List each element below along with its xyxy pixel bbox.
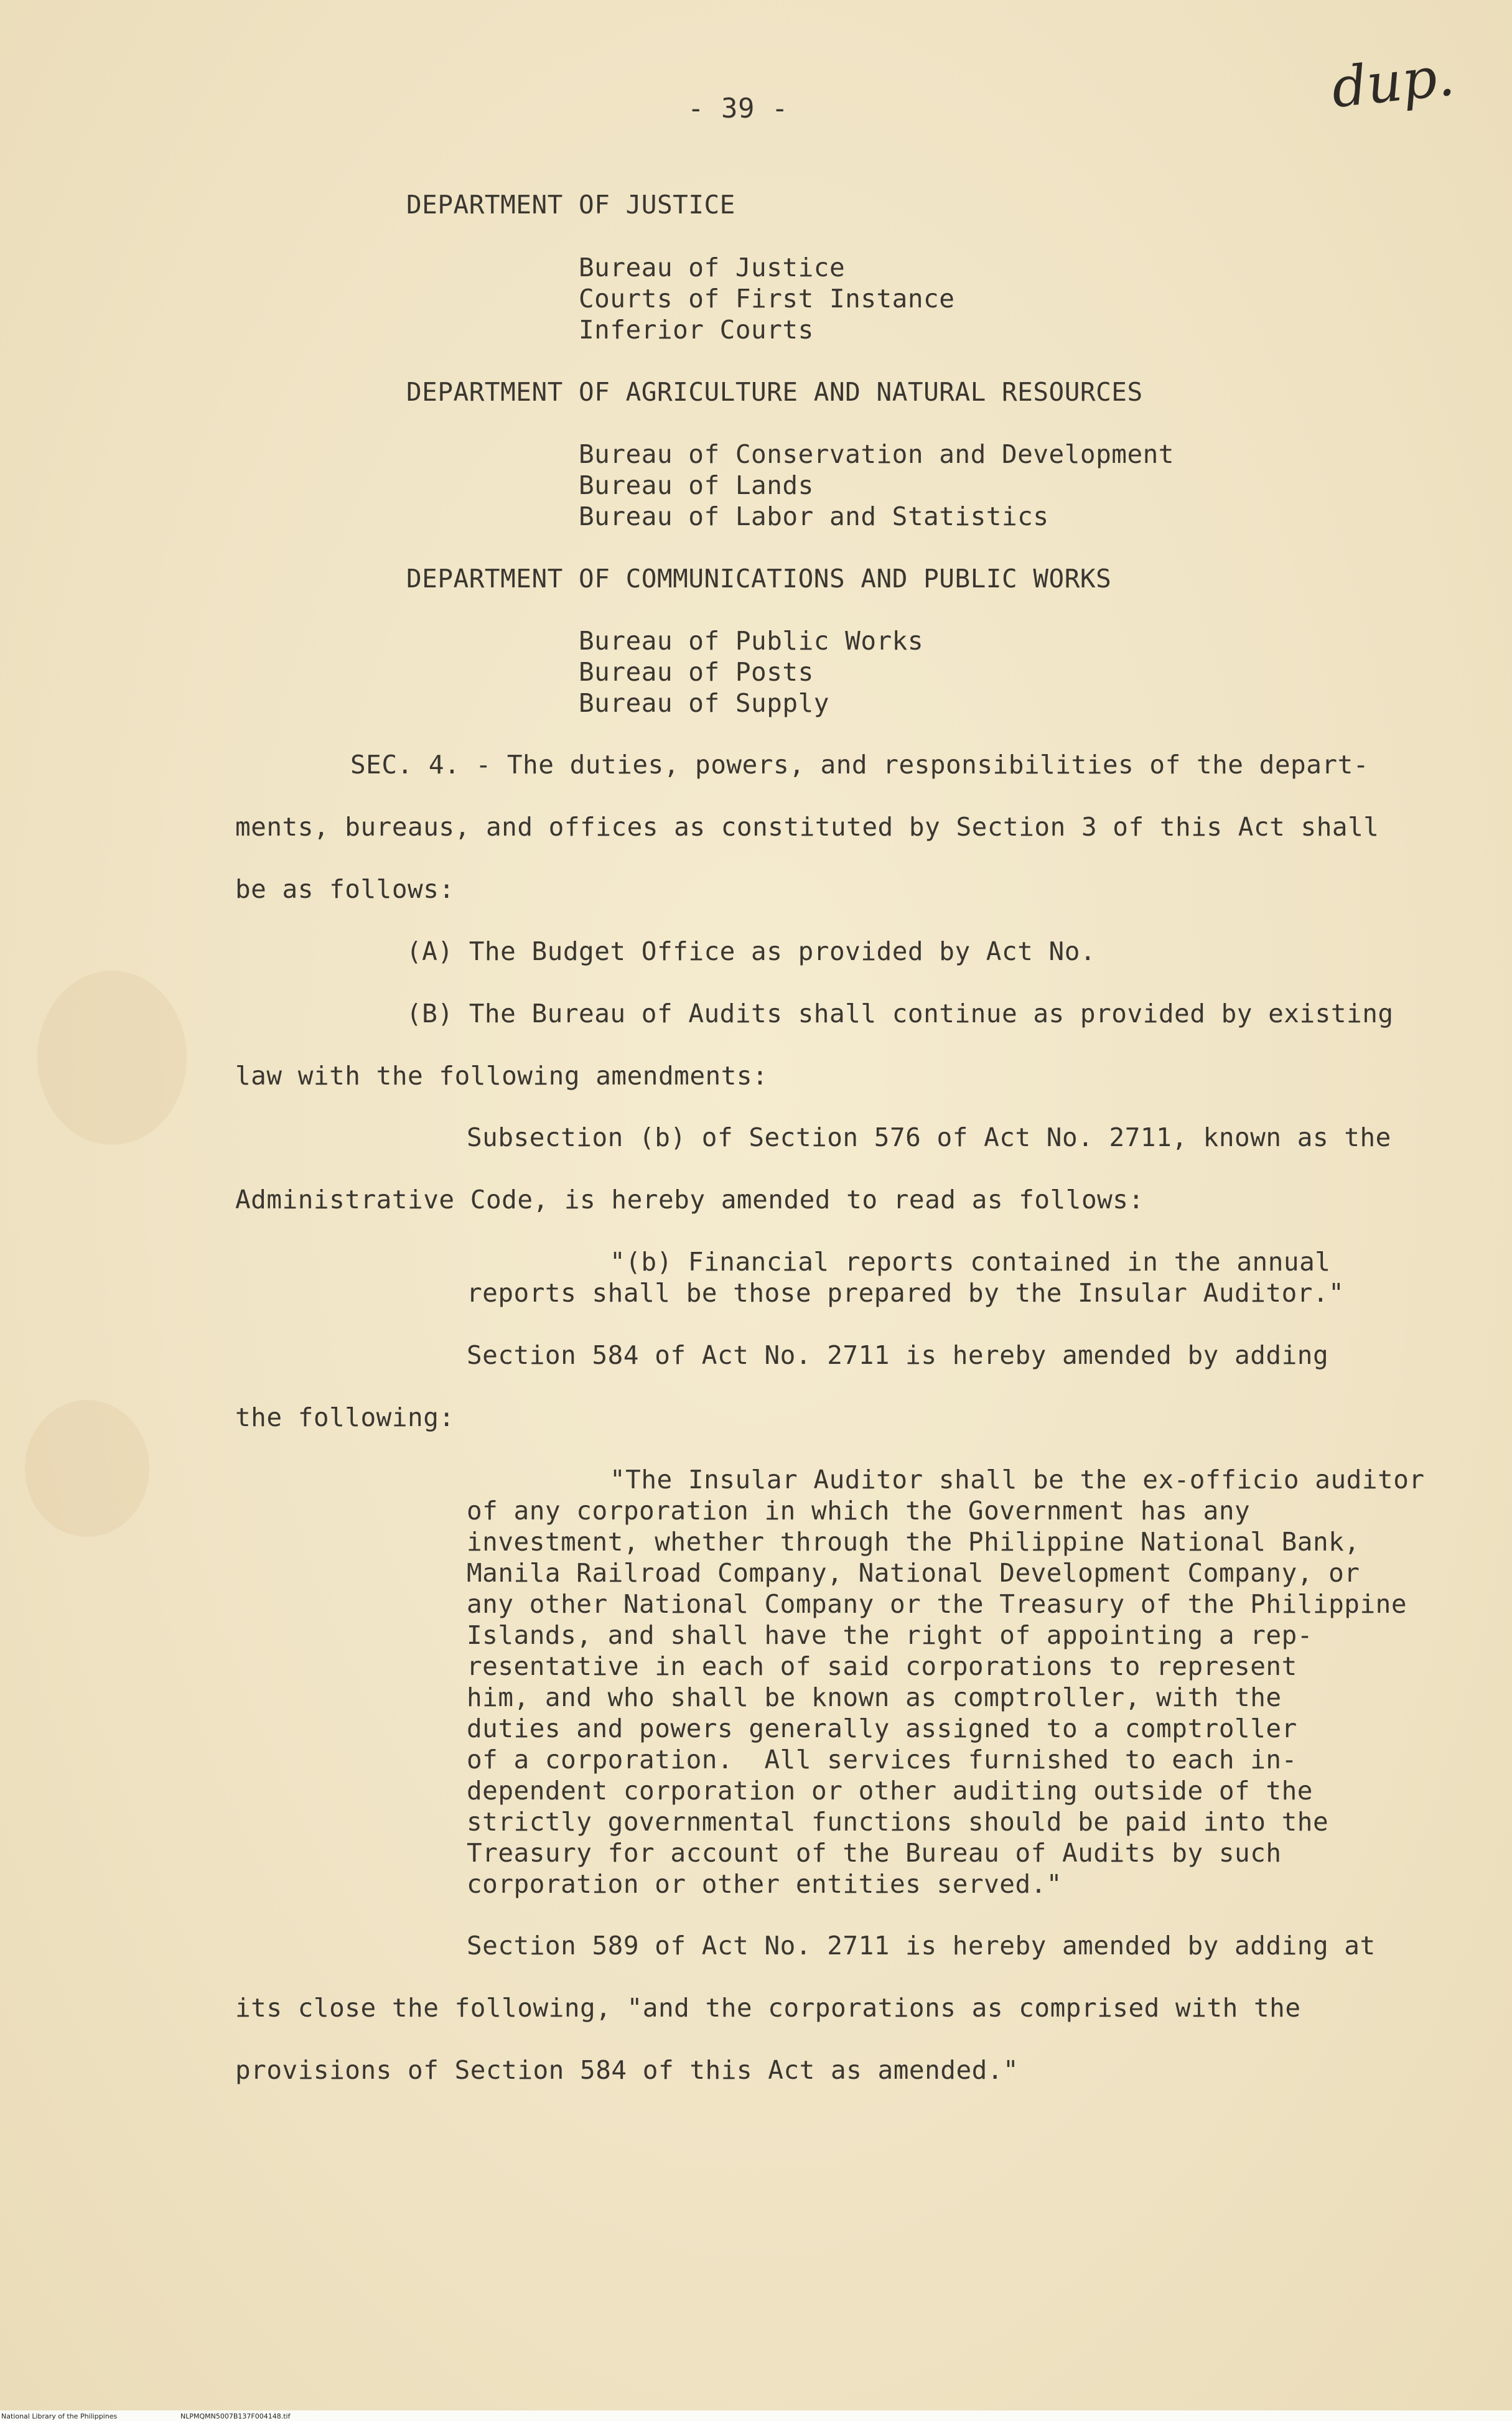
bureau-line: Bureau of Supply [579, 688, 829, 718]
bureau-line: Courts of First Instance [579, 284, 955, 314]
auditor-quote-line: of any corporation in which the Government has any [467, 1496, 1251, 1526]
subsection-line: Subsection (b) of Section 576 of Act No. 2711, known as the [467, 1122, 1391, 1152]
section584-line: the following: [235, 1402, 455, 1432]
section589-line: Section 589 of Act No. 2711 is hereby amended by adding at [467, 1931, 1376, 1961]
auditor-quote-line: resentative in each of said corporations to represent [467, 1651, 1297, 1681]
bureau-line: Bureau of Posts [579, 657, 814, 687]
bureau-line: Bureau of Justice [579, 253, 846, 282]
bureau-line: Bureau of Public Works [579, 626, 924, 656]
auditor-quote-line: strictly governmental functions should be paid into the [467, 1807, 1329, 1837]
sec4-line: be as follows: [235, 874, 455, 904]
auditor-quote-line: corporation or other entities served." [467, 1869, 1062, 1899]
bureau-line: Inferior Courts [579, 315, 814, 345]
auditor-quote-line: Islands, and shall have the right of appointing a rep- [467, 1620, 1313, 1650]
section584-line: Section 584 of Act No. 2711 is hereby amended by adding [467, 1340, 1329, 1370]
footer-filename: NLPMQMN5007B137F004148.tif [180, 2412, 291, 2420]
auditor-quote-line: dependent corporation or other auditing outside of the [467, 1776, 1313, 1806]
bureau-line: Bureau of Lands [579, 470, 814, 500]
subsection-line: Administrative Code, is hereby amended to read as follows: [235, 1185, 1144, 1215]
auditor-quote-line: "The Insular Auditor shall be the ex-officio auditor [610, 1465, 1425, 1495]
auditor-quote-line: Treasury for account of the Bureau of Audits by such [467, 1838, 1282, 1868]
auditor-quote-line: of a corporation. All services furnished to each in- [467, 1745, 1297, 1775]
sec4-line: ments, bureaus, and offices as constituted by Section 3 of this Act shall [235, 812, 1379, 842]
item-b-line: law with the following amendments: [235, 1061, 768, 1091]
page-number: - 39 - [688, 93, 788, 124]
section589-line: its close the following, "and the corporations as comprised with the [235, 1993, 1301, 2023]
item-b-line: (B) The Bureau of Audits shall continue as provided by existing [406, 999, 1394, 1029]
handwritten-note: dup. [1328, 43, 1458, 121]
department-heading: DEPARTMENT OF COMMUNICATIONS AND PUBLIC WORKS [406, 564, 1112, 594]
department-heading: DEPARTMENT OF JUSTICE [406, 190, 735, 220]
quote-b-line: reports shall be those prepared by the Insular Auditor." [467, 1278, 1345, 1308]
auditor-quote-line: him, and who shall be known as comptroller, with the [467, 1682, 1282, 1712]
auditor-quote-line: Manila Railroad Company, National Development Company, or [467, 1558, 1360, 1588]
paper-stain [25, 1400, 149, 1537]
auditor-quote-line: any other National Company or the Treasury of the Philippine [467, 1589, 1407, 1619]
quote-b-line: "(b) Financial reports contained in the annual [610, 1247, 1331, 1277]
bureau-line: Bureau of Labor and Statistics [579, 501, 1049, 531]
section589-line: provisions of Section 584 of this Act as amended." [235, 2055, 1019, 2085]
sec4-line: SEC. 4. - The duties, powers, and responsibilities of the depart- [350, 750, 1369, 780]
auditor-quote-line: investment, whether through the Philippine National Bank, [467, 1527, 1360, 1557]
bureau-line: Bureau of Conservation and Development [579, 439, 1174, 469]
department-heading: DEPARTMENT OF AGRICULTURE AND NATURAL RESOURCES [406, 377, 1143, 407]
footer-library: National Library of the Philippines [1, 2412, 118, 2420]
item-a: (A) The Budget Office as provided by Act No. [406, 936, 1096, 966]
paper-stain [37, 971, 187, 1145]
auditor-quote-line: duties and powers generally assigned to a comptroller [467, 1714, 1297, 1743]
